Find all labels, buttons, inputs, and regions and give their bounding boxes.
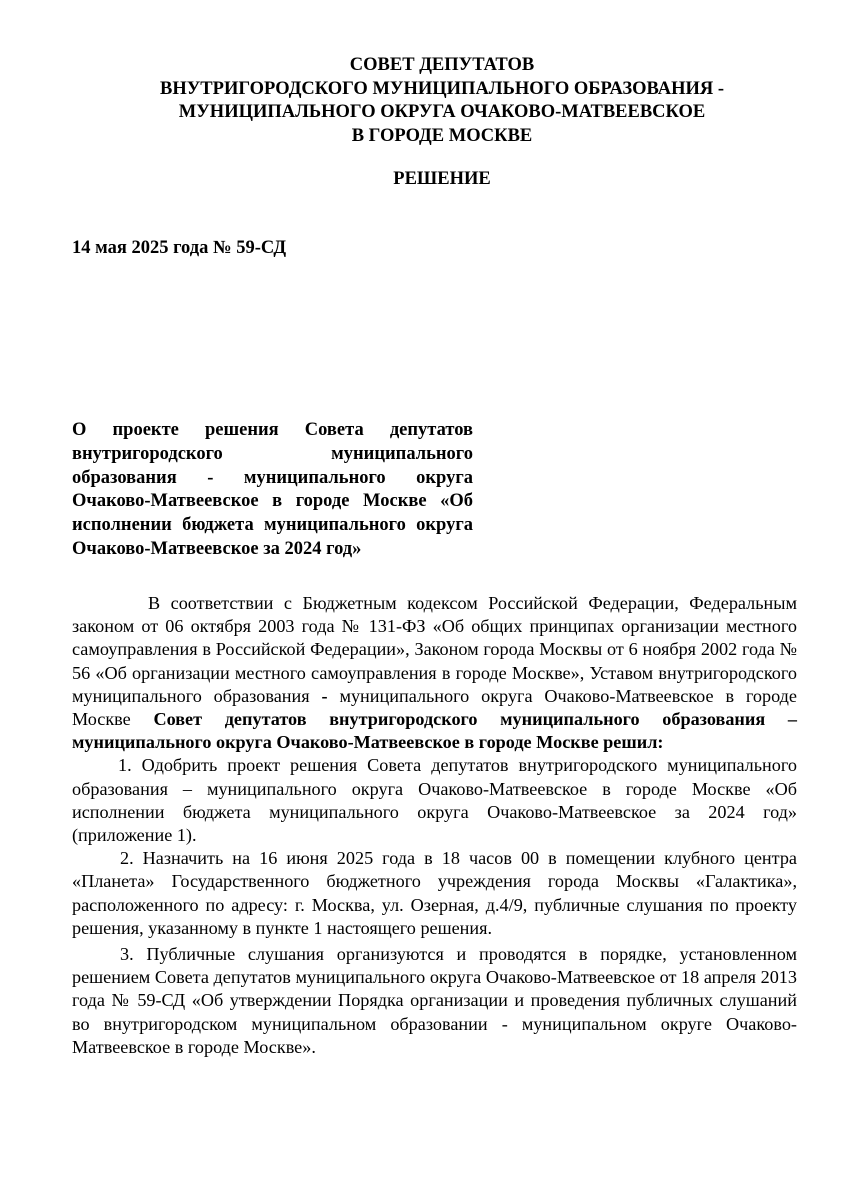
header-line-4: В ГОРОДЕ МОСКВЕ [351,125,533,146]
intro-resolution: Совет депутатов внутригородского муниципального образования – муниципального округа Очаково-Матвеевское в городе Москве решил: [72,709,798,753]
intro-dash: - [321,685,328,706]
intro-text-2: муниципального округа Очаково-Матвеевское в городе Москве [72,685,797,730]
date-and-number: 14 мая 2025 года № 59-СД [72,238,287,258]
header-line-2: ВНУТРИГОРОДСКОГО МУНИЦИПАЛЬНОГО ОБРАЗОВАНИЯ - [160,78,724,99]
header-line-1: СОВЕТ ДЕПУТАТОВ [349,55,535,75]
item-3: 3. Публичные слушания организуются и проводятся в порядке, установленном решением Совета депутатов муниципального округа Очаково-Матвеевское от 18 апреля 2013 года № 59-СД «Об утверждении Порядка организации и проведения публичных слушаний во внутригородском муниципальном образовании - муниципальном округе Очаково-Матвеевское в городе Москве». [72,944,797,1057]
document-body [72,592,797,1059]
intro-paragraph [72,592,797,754]
document-type: РЕШЕНИЕ [393,169,491,189]
intro-text: В соответствии с Бюджетным кодексом Российской Федерации, Федеральным законом от 06 октября 2003 года № 131-ФЗ «Об общих принципах организации местного самоуправления в Российской Федерации», Законом города Москвы от 6 ноября 2002 года № 56 «Об организации местного самоуправления в городе Москве», Уставом внутригородского муниципального образования [72,593,797,706]
document-header [72,54,812,148]
header-line-3: МУНИЦИПАЛЬНОГО ОКРУГА ОЧАКОВО-МАТВЕЕВСКОЕ [178,102,706,122]
item-2: 2. Назначить на 16 июня 2025 года в 18 часов 00 в помещении клубного центра «Планета» Государственного бюджетного учреждения города Москвы «Галактика», расположенного по адресу: г. Москва, ул. Озерная, д.4/9, публичные слушания по проекту решения, указанному в пункте 1 настоящего решения. [72,848,797,938]
decision-subject: О проекте решения Совета депутатов внутригородского муниципального образования - муниципального округа Очаково-Матвеевское в городе Москве «Об исполнении бюджета муниципального округа Очаково-Матвеевское за 2024 год» [72,420,473,559]
item-1: 1. Одобрить проект решения Совета депутатов внутригородского муниципального образования – муниципального округа Очаково-Матвеевское в городе Москве «Об исполнении бюджета муниципального округа Очаково-Матвеевское за 2024 год» (приложение 1). [72,755,797,846]
